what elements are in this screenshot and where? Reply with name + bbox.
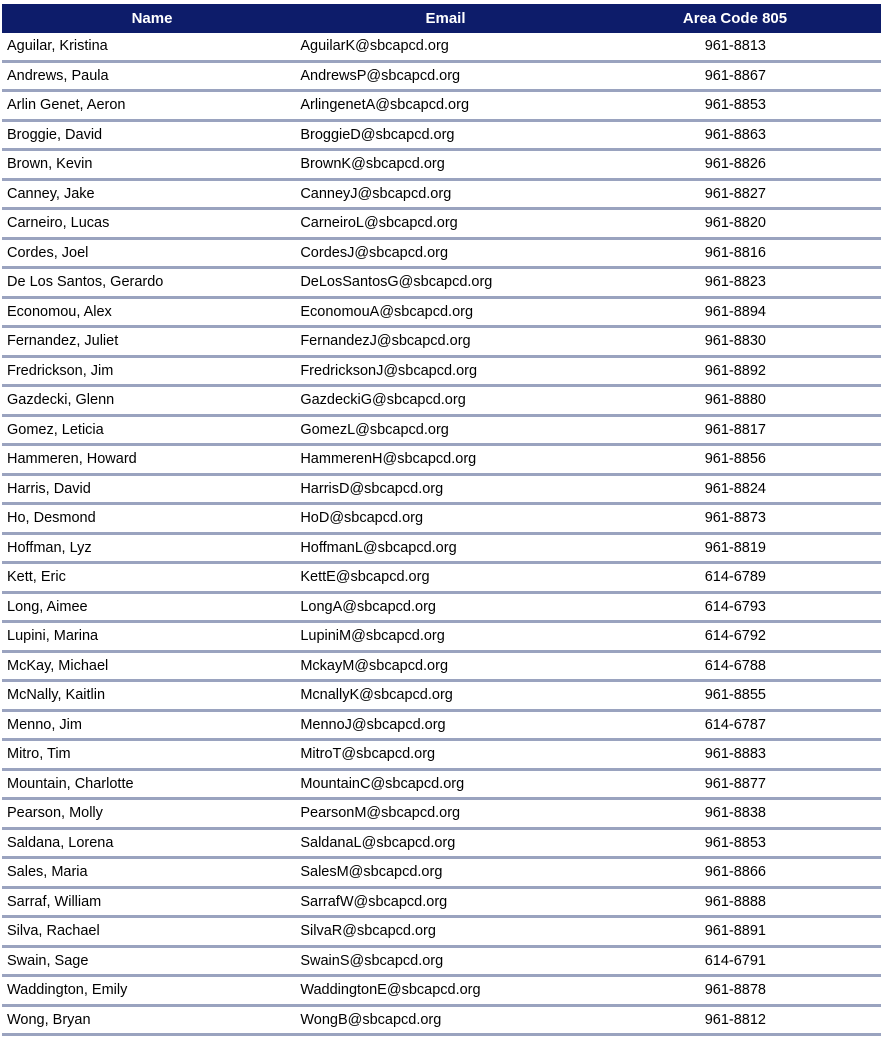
table-row [2,240,881,270]
staff-phone: 961-8866 [704,864,766,880]
staff-phone: 961-8819 [704,539,766,556]
staff-phone: 961-8853 [704,97,766,113]
staff-email: WongB@sbcapcd.org [300,1011,442,1028]
staff-email: CanneyJ@sbcapcd.org [300,185,452,202]
staff-name: Hoffman, Lyz [7,539,92,556]
staff-name: Silva, Rachael [7,923,100,939]
staff-phone: 961-8892 [704,362,766,379]
table-row [2,653,881,683]
staff-name: Sales, Maria [7,864,88,880]
staff-email: McnallyK@sbcapcd.org [300,687,453,703]
staff-name: Arlin Genet, Aeron [7,97,126,113]
staff-name: Canney, Jake [7,185,95,202]
staff-email: LupiniM@sbcapcd.org [300,628,445,644]
staff-phone: 961-8827 [704,185,766,202]
staff-name: Pearson, Molly [7,805,103,821]
staff-phone: 614-6791 [704,952,766,969]
table-row [2,151,881,181]
staff-email: BrownK@sbcapcd.org [300,156,445,172]
table-body [2,33,881,1036]
staff-phone: 961-8891 [704,923,766,939]
staff-phone: 961-8830 [704,333,766,349]
table-row [2,948,881,978]
staff-email: CarneiroL@sbcapcd.org [300,215,458,231]
table-row [2,918,881,948]
staff-name: Menno, Jim [7,716,82,733]
staff-email: FernandezJ@sbcapcd.org [300,333,471,349]
table-row [2,122,881,152]
staff-email: SilvaR@sbcapcd.org [300,923,436,939]
staff-phone: 614-6792 [704,628,766,644]
staff-email: HoffmanL@sbcapcd.org [300,539,457,556]
staff-name: Economou, Alex [7,303,112,320]
table-row [2,476,881,506]
table-row [2,623,881,653]
staff-name: Saldana, Lorena [7,834,114,851]
staff-phone: 614-6787 [704,716,766,733]
table-row [2,417,881,447]
staff-phone: 961-8838 [704,805,766,821]
table-row [2,63,881,93]
staff-name: Gomez, Leticia [7,421,104,438]
table-row [2,800,881,830]
table-row [2,92,881,122]
staff-name: Ho, Desmond [7,510,96,526]
table-row [2,977,881,1007]
staff-email: MitroT@sbcapcd.org [300,746,436,762]
staff-email: GomezL@sbcapcd.org [300,421,449,438]
table-row [2,387,881,417]
staff-name: Fernandez, Juliet [7,333,119,349]
staff-email: SwainS@sbcapcd.org [300,952,444,969]
staff-phone: 961-8813 [704,38,766,54]
column-header-name: Name [131,10,173,27]
staff-phone: 961-8873 [704,510,766,526]
staff-phone: 961-8816 [704,244,766,261]
staff-phone: 961-8826 [704,156,766,172]
staff-email: MennoJ@sbcapcd.org [300,716,446,733]
staff-email: HoD@sbcapcd.org [300,510,424,526]
staff-phone: 614-6793 [704,598,766,615]
staff-name: De Los Santos, Gerardo [7,274,164,290]
staff-phone: 961-8888 [704,893,766,910]
staff-name: Mitro, Tim [7,746,71,762]
column-header-phone: Area Code 805 [682,10,788,27]
staff-phone: 961-8877 [704,775,766,792]
staff-name: McNally, Kaitlin [7,687,106,703]
staff-email: AndrewsP@sbcapcd.org [300,67,461,84]
staff-name: Kett, Eric [7,569,66,585]
staff-email: EconomouA@sbcapcd.org [300,303,474,320]
staff-name: Waddington, Emily [7,982,128,998]
table-row [2,741,881,771]
staff-name: Aguilar, Kristina [7,38,108,54]
table-row [2,889,881,919]
table-row [2,712,881,742]
staff-email: LongA@sbcapcd.org [300,598,436,615]
staff-email: HammerenH@sbcapcd.org [300,451,477,467]
staff-name: Long, Aimee [7,598,88,615]
staff-email: MckayM@sbcapcd.org [300,657,449,674]
staff-name: Andrews, Paula [7,67,109,84]
staff-phone: 961-8824 [704,480,766,497]
staff-phone: 961-8863 [704,126,766,143]
staff-phone: 961-8812 [704,1011,766,1028]
staff-name: Harris, David [7,480,91,497]
staff-phone: 961-8883 [704,746,766,762]
table-row [2,328,881,358]
staff-name: Lupini, Marina [7,628,99,644]
table-row [2,594,881,624]
staff-phone: 961-8820 [704,215,766,231]
staff-email: AguilarK@sbcapcd.org [300,38,449,54]
staff-name: Sarraf, William [7,893,102,910]
staff-name: Swain, Sage [7,952,89,969]
staff-phone: 961-8853 [704,834,766,851]
staff-email: BroggieD@sbcapcd.org [300,126,455,143]
table-row [2,682,881,712]
staff-name: Wong, Bryan [7,1011,91,1028]
staff-phone: 961-8880 [704,392,766,408]
table-row [2,771,881,801]
staff-name: Hammeren, Howard [7,451,137,467]
staff-email: SarrafW@sbcapcd.org [300,893,448,910]
table-row [2,181,881,211]
staff-email: WaddingtonE@sbcapcd.org [300,982,481,998]
staff-name: Broggie, David [7,126,103,143]
staff-email: SaldanaL@sbcapcd.org [300,834,456,851]
staff-name: Mountain, Charlotte [7,775,134,792]
table-row [2,505,881,535]
staff-phone: 614-6788 [704,657,766,674]
staff-email: KettE@sbcapcd.org [300,569,430,585]
staff-email: CordesJ@sbcapcd.org [300,244,449,261]
staff-email: HarrisD@sbcapcd.org [300,480,444,497]
staff-directory-table [2,4,881,1036]
table-row [2,564,881,594]
column-header-email: Email [425,10,466,27]
staff-email: FredricksonJ@sbcapcd.org [300,362,478,379]
staff-phone: 961-8894 [704,303,766,320]
table-row [2,830,881,860]
staff-phone: 961-8856 [704,451,766,467]
staff-email: PearsonM@sbcapcd.org [300,805,461,821]
table-row [2,1007,881,1037]
table-row [2,269,881,299]
staff-phone: 961-8855 [704,687,766,703]
staff-name: Brown, Kevin [7,156,93,172]
table-row [2,358,881,388]
staff-name: Cordes, Joel [7,244,89,261]
staff-email: DeLosSantosG@sbcapcd.org [300,274,493,290]
staff-phone: 961-8817 [704,421,766,438]
staff-phone: 961-8867 [704,67,766,84]
staff-phone: 614-6789 [704,569,766,585]
staff-email: ArlingenetA@sbcapcd.org [300,97,470,113]
staff-phone: 961-8878 [704,982,766,998]
table-header [2,4,881,33]
table-row [2,33,881,63]
staff-name: Fredrickson, Jim [7,362,114,379]
table-row [2,859,881,889]
table-row [2,535,881,565]
table-row [2,299,881,329]
table-row [2,446,881,476]
table-row [2,210,881,240]
staff-name: Carneiro, Lucas [7,215,110,231]
staff-email: SalesM@sbcapcd.org [300,864,443,880]
staff-phone: 961-8823 [704,274,766,290]
staff-email: MountainC@sbcapcd.org [300,775,465,792]
staff-name: Gazdecki, Glenn [7,392,115,408]
staff-name: McKay, Michael [7,657,109,674]
staff-email: GazdeckiG@sbcapcd.org [300,392,466,408]
